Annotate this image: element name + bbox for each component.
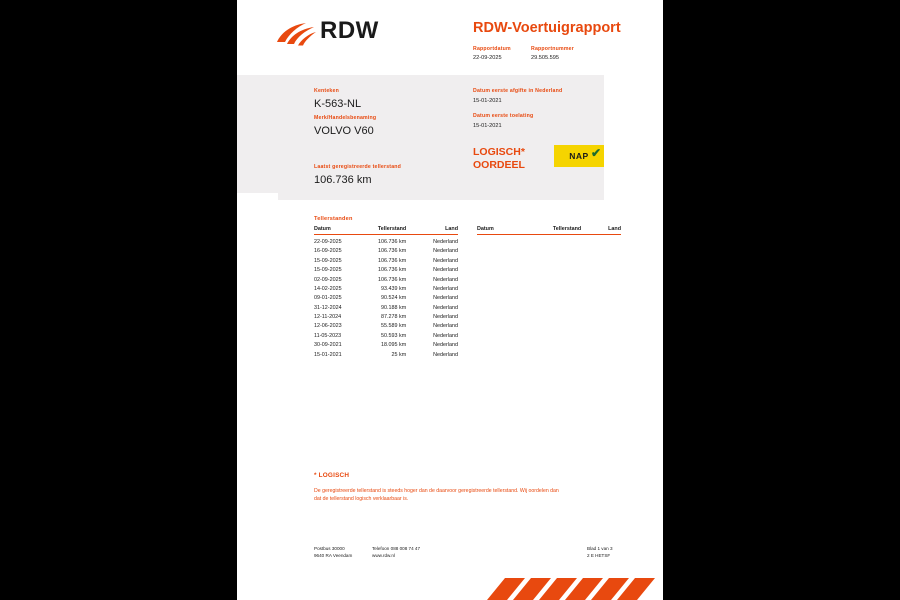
- col-header-country: Land: [420, 226, 458, 235]
- rdw-flame-logo: [275, 21, 317, 47]
- table-row: [314, 284, 458, 293]
- cell-country: Nederland: [433, 276, 458, 283]
- cell-date: 09-01-2025: [314, 295, 342, 302]
- footer-website: www.rdw.nl: [372, 553, 395, 558]
- first-registration-nl-value: 15-01-2021: [473, 98, 502, 104]
- table-row: [314, 331, 458, 340]
- col-header-date: Datum: [477, 226, 511, 235]
- odometer-table-left: [314, 226, 458, 359]
- footer-address: [314, 545, 352, 559]
- merk-value: VOLVO V60: [314, 125, 374, 137]
- last-odometer-label: Laatst geregistreerde tellerstand: [314, 164, 402, 170]
- footnote: [314, 472, 629, 503]
- first-registration-nl-block: [473, 88, 562, 104]
- cell-country: Nederland: [433, 295, 458, 302]
- report-date-block: [473, 46, 531, 61]
- check-icon: ✔: [590, 146, 601, 160]
- report-date-value: 22-09-2025: [473, 55, 502, 61]
- table-header-row: [314, 226, 458, 235]
- odometer-table-right: [477, 226, 621, 235]
- footer-pagination: [587, 545, 613, 559]
- last-odometer-block: [314, 164, 401, 186]
- cell-country: Nederland: [433, 351, 458, 358]
- table-header-row: [477, 226, 621, 235]
- table-row: [314, 265, 458, 274]
- verdict-text: [473, 146, 525, 172]
- vehicle-summary-panel: [237, 75, 663, 200]
- report-number-label: Rapportnummer: [531, 46, 574, 52]
- report-number-block: [531, 46, 574, 61]
- col-header-country: Land: [595, 226, 621, 235]
- col-header-odometer: Tellerstand: [356, 226, 420, 235]
- nap-badge-label: NAP: [569, 151, 589, 161]
- document-page: [237, 0, 663, 600]
- table-row: [314, 303, 458, 312]
- cell-date: 15-09-2025: [314, 267, 342, 274]
- cell-date: 02-09-2025: [314, 276, 342, 283]
- cell-date: 12-11-2024: [314, 314, 342, 320]
- table-row: [314, 350, 458, 359]
- rdw-logo: [275, 17, 405, 53]
- first-admission-block: [473, 113, 533, 129]
- cell-odometer: 18.095 km: [381, 342, 407, 349]
- first-registration-nl-label: Datum eerste afgifte in Nederland: [473, 88, 563, 94]
- cell-date: 22-09-2025: [314, 239, 342, 245]
- cell-date: 30-09-2021: [314, 342, 342, 349]
- merk-label: Merk/Handelsbenaming: [314, 115, 377, 121]
- footer-stripes-graphic: [237, 576, 663, 600]
- cell-date: 15-01-2021: [314, 351, 342, 358]
- nap-badge: [554, 145, 604, 167]
- table-row: [314, 235, 458, 247]
- report-number-value: 29.505.595: [531, 55, 559, 61]
- first-admission-label: Datum eerste toelating: [473, 113, 534, 119]
- cell-country: Nederland: [433, 304, 458, 311]
- cell-odometer: 90.188 km: [381, 304, 407, 311]
- table-row: [314, 322, 458, 331]
- footnote-line-2: dat de tellerstand logisch verklaarbaar is.: [314, 496, 409, 502]
- panel-white-cutout: [604, 75, 663, 200]
- cell-odometer: 90.524 km: [381, 295, 407, 302]
- col-header-odometer: Tellerstand: [511, 226, 596, 235]
- table-row: [314, 294, 458, 303]
- kenteken-block: [314, 88, 361, 110]
- cell-odometer: 87.278 km: [381, 314, 407, 320]
- table-row: [314, 247, 458, 256]
- footer-address-line-2: 9640 RA Veendam: [314, 553, 353, 558]
- footer-contact: [372, 545, 420, 559]
- cell-odometer: 106.736 km: [378, 267, 407, 274]
- cell-country: Nederland: [433, 267, 458, 274]
- odometer-table-title: Tellerstanden: [314, 216, 353, 222]
- footnote-title: * LOGISCH: [314, 472, 350, 479]
- verdict-line-2: OORDEEL: [473, 159, 525, 171]
- table-row: [314, 256, 458, 265]
- footer-page-number: Blad 1 van 3: [587, 546, 613, 551]
- first-admission-value: 15-01-2021: [473, 123, 502, 129]
- cell-country: Nederland: [433, 285, 458, 292]
- cell-date: 12-06-2023: [314, 323, 342, 330]
- report-title: RDW-Voertuigrapport: [473, 20, 621, 36]
- last-odometer-value: 106.736 km: [314, 174, 372, 186]
- footnote-line-1: De geregistreerde tellerstand is steeds hoger dan de daarvoor geregistreerde tellerstand. Wij oordelen dan: [314, 488, 559, 494]
- table-row: [314, 275, 458, 284]
- cell-odometer: 106.736 km: [378, 248, 407, 255]
- footer-doc-code: 2 E HETSF: [587, 553, 611, 558]
- cell-odometer: 106.736 km: [378, 239, 407, 245]
- cell-date: 31-12-2024: [314, 304, 342, 311]
- cell-country: Nederland: [433, 342, 458, 349]
- footer-address-line-1: Postbus 30000: [314, 546, 345, 551]
- table-row: [314, 340, 458, 349]
- cell-date: 14-02-2025: [314, 285, 342, 292]
- cell-odometer: 106.736 km: [378, 276, 407, 283]
- cell-odometer: 55.589 km: [381, 323, 407, 330]
- footer-phone: Telefoon 088 008 74 47: [372, 546, 421, 551]
- panel-notch: [237, 193, 278, 209]
- kenteken-value: K-563-NL: [314, 98, 362, 110]
- cell-country: Nederland: [433, 248, 458, 255]
- cell-country: Nederland: [433, 314, 458, 320]
- verdict-line-1: LOGISCH*: [473, 146, 525, 158]
- table-row: [314, 312, 458, 321]
- merk-block: [314, 115, 376, 137]
- cell-odometer: 25 km: [391, 351, 407, 358]
- cell-country: Nederland: [433, 257, 458, 264]
- cell-date: 11-05-2023: [314, 332, 342, 339]
- col-header-date: Datum: [314, 226, 356, 235]
- report-date-label: Rapportdatum: [473, 46, 511, 52]
- cell-odometer: 93.439 km: [381, 285, 407, 292]
- report-meta: [473, 46, 653, 64]
- cell-country: Nederland: [433, 323, 458, 330]
- kenteken-label: Kenteken: [314, 88, 339, 94]
- rdw-logo-text: RDW: [320, 17, 379, 44]
- cell-country: Nederland: [433, 239, 458, 245]
- cell-country: Nederland: [433, 332, 458, 339]
- cell-odometer: 50.593 km: [381, 332, 407, 339]
- cell-date: 15-09-2025: [314, 257, 342, 264]
- cell-date: 16-09-2025: [314, 248, 342, 255]
- cell-odometer: 106.736 km: [378, 257, 407, 264]
